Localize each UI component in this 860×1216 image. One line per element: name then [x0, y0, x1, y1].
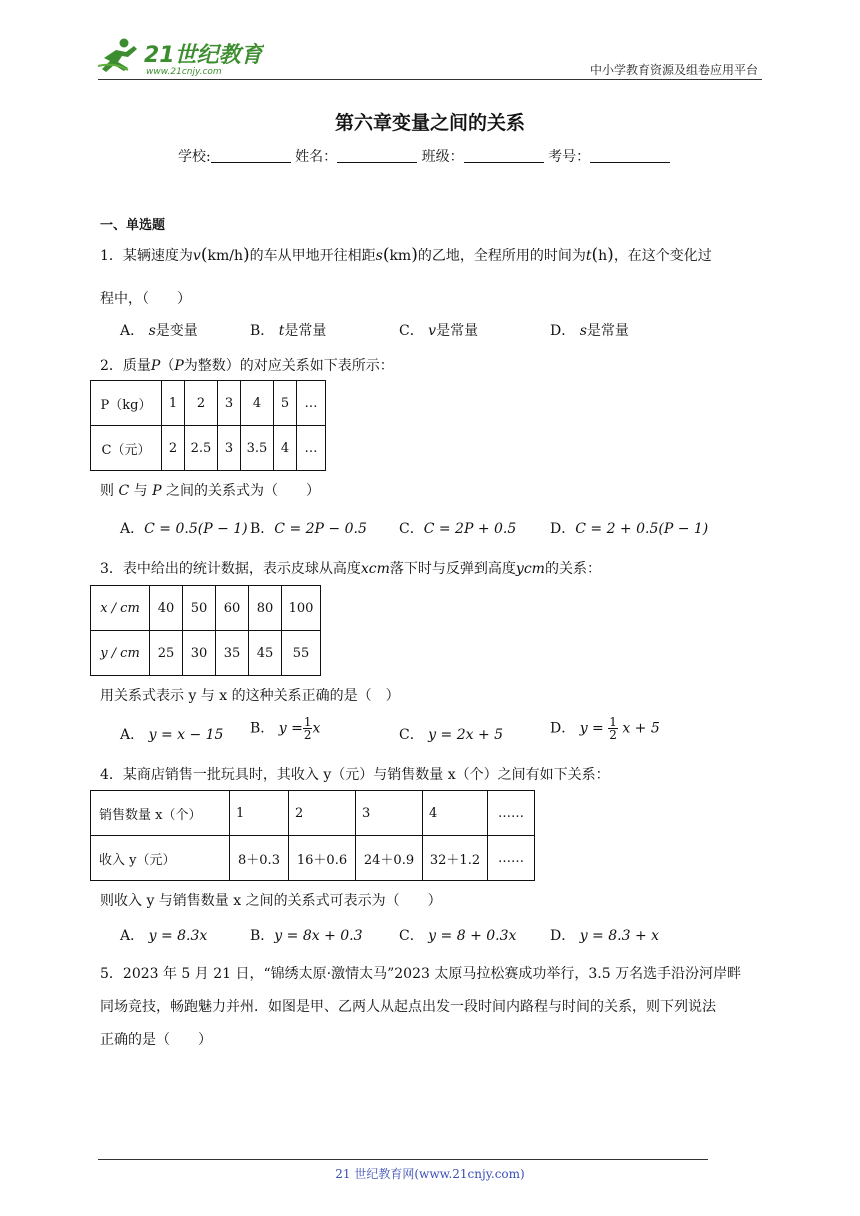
q1-stem-line1: 1．某辆速度为v(km/h)的车从甲地开往相距s(km)的乙地，全程所用的时间为t(h)，在这个变化过 [100, 245, 712, 265]
table-cell: 16＋0.6 [289, 836, 356, 881]
table-cell: 2 [185, 381, 218, 426]
table-cell: x / cm [91, 586, 150, 631]
table-cell: 3 [218, 381, 241, 426]
table-cell: … [297, 426, 326, 471]
q2-option-d[interactable]: D．C = 2 + 0.5(P − 1) [550, 521, 709, 537]
q2-stem: 2．质量P（P为整数）的对应关系如下表所示： [100, 358, 394, 374]
page-title: 第六章变量之间的关系 [334, 112, 525, 134]
footer-divider [98, 1159, 708, 1160]
table-cell: C（元） [91, 426, 162, 471]
q2-option-b[interactable]: B．C = 2P − 0.5 [250, 521, 367, 537]
logo-text: 21世纪教育 [144, 43, 263, 68]
q5-stem-line1: 5．2023 年 5 月 21 日，“锦绣太原·激情太马”2023 太原马拉松赛成功举行，3.5 万名选手沿汾河岸畔 [100, 966, 742, 982]
table-cell: P（kg） [91, 381, 162, 426]
logo-url: www.21cnjy.com [146, 67, 222, 77]
q4-option-a[interactable]: A． y = 8.3x [120, 928, 208, 944]
q1-option-c[interactable]: C． v是常量 [399, 323, 479, 339]
exam-no-field[interactable] [590, 148, 670, 163]
q4-question: 则收入 y 与销售数量 x 之间的关系式可表示为（ ） [100, 893, 442, 909]
table-cell: 5 [274, 381, 297, 426]
q3-option-d[interactable]: D． y = $\frac{1}{2}$ x + 5 [550, 715, 660, 742]
q3-option-b[interactable]: B． y = $\frac{1}{2}$ x [250, 715, 321, 742]
runner-icon [98, 39, 137, 73]
table-cell: 8＋0.3 [230, 836, 289, 881]
table-cell: 55 [282, 631, 321, 676]
table-cell: 2 [289, 791, 356, 836]
footer-link[interactable]: 21 世纪教育网(www.21cnjy.com) [335, 1167, 525, 1181]
table-cell: 32＋1.2 [423, 836, 488, 881]
table-cell: 4 [241, 381, 274, 426]
table-cell: 3 [218, 426, 241, 471]
table-row [91, 631, 321, 676]
q3-option-c[interactable]: C． y = 2x + 5 [399, 727, 504, 743]
q4-option-d[interactable]: D． y = 8.3 + x [550, 928, 660, 944]
q4-option-b[interactable]: B．y = 8x + 0.3 [250, 928, 363, 944]
table-cell: 24＋0.9 [356, 836, 423, 881]
table-cell: 4 [274, 426, 297, 471]
q4-option-c[interactable]: C． y = 8 + 0.3x [399, 928, 517, 944]
table-cell: y / cm [91, 631, 150, 676]
table-cell: 3 [356, 791, 423, 836]
q4-stem: 4．某商店销售一批玩具时，其收入 y（元）与销售数量 x（个）之间有如下关系： [100, 767, 610, 783]
table-cell: 销售数量 x（个） [91, 791, 230, 836]
q2-question: 则 C 与 P 之间的关系式为（ ） [100, 483, 320, 499]
table-row [91, 791, 535, 836]
table-cell: 4 [423, 791, 488, 836]
class-label: 班级： [421, 149, 464, 165]
school-field[interactable] [211, 148, 291, 163]
table-cell: 40 [150, 586, 183, 631]
table-cell: … [297, 381, 326, 426]
table-cell: 1 [230, 791, 289, 836]
table-cell: 35 [216, 631, 249, 676]
table-cell: 30 [183, 631, 216, 676]
table-cell: 80 [249, 586, 282, 631]
fraction: $\frac{1}{2}$ [303, 715, 312, 742]
q1-option-b[interactable]: B． t是常量 [250, 323, 327, 339]
table-cell: 收入 y（元） [91, 836, 230, 881]
q3-table [90, 585, 321, 676]
table-cell: 60 [216, 586, 249, 631]
class-field[interactable] [464, 148, 544, 163]
q2-table [90, 380, 326, 471]
table-row [91, 586, 321, 631]
q3-question: 用关系式表示 y 与 x 的这种关系正确的是（ ） [100, 688, 400, 704]
table-cell: …… [488, 836, 535, 881]
q3-stem: 3．表中给出的统计数据，表示皮球从高度xcm落下时与反弹到高度ycm的关系： [100, 561, 601, 577]
q2-option-c[interactable]: C．C = 2P + 0.5 [399, 521, 517, 537]
q2-option-a[interactable]: A．C = 0.5(P − 1) [120, 521, 248, 537]
q1-stem-line2: 程中，（ ） [100, 291, 191, 307]
fraction: $\frac{1}{2}$ [609, 715, 617, 742]
table-cell: 45 [249, 631, 282, 676]
table-cell: 100 [282, 586, 321, 631]
table-cell: 25 [150, 631, 183, 676]
name-label: 姓名： [295, 149, 338, 165]
q1-option-a[interactable]: A． s是变量 [120, 323, 198, 339]
q4-table [90, 790, 535, 881]
student-info [178, 146, 670, 166]
table-cell: 2.5 [185, 426, 218, 471]
site-logo [94, 36, 264, 78]
q1-option-d[interactable]: D． s是常量 [550, 323, 629, 339]
name-field[interactable] [337, 148, 417, 163]
header-divider [98, 79, 762, 80]
table-row [91, 381, 326, 426]
table-cell: …… [488, 791, 535, 836]
exam-no-label: 考号： [548, 149, 591, 165]
q3-option-a[interactable]: A． y = x − 15 [120, 727, 224, 743]
table-cell: 3.5 [241, 426, 274, 471]
table-row [91, 836, 535, 881]
school-label: 学校: [178, 149, 211, 165]
q5-stem-line3: 正确的是（ ） [100, 1032, 212, 1048]
table-row [91, 426, 326, 471]
table-cell: 50 [183, 586, 216, 631]
site-name: 中小学教育资源及组卷应用平台 [589, 63, 758, 77]
table-cell: 1 [162, 381, 185, 426]
section-heading: 一、单选题 [100, 218, 166, 233]
q5-stem-line2: 同场竞技，畅跑魅力并州．如图是甲、乙两人从起点出发一段时间内路程与时间的关系，则下列说法 [100, 999, 716, 1015]
table-cell: 2 [162, 426, 185, 471]
